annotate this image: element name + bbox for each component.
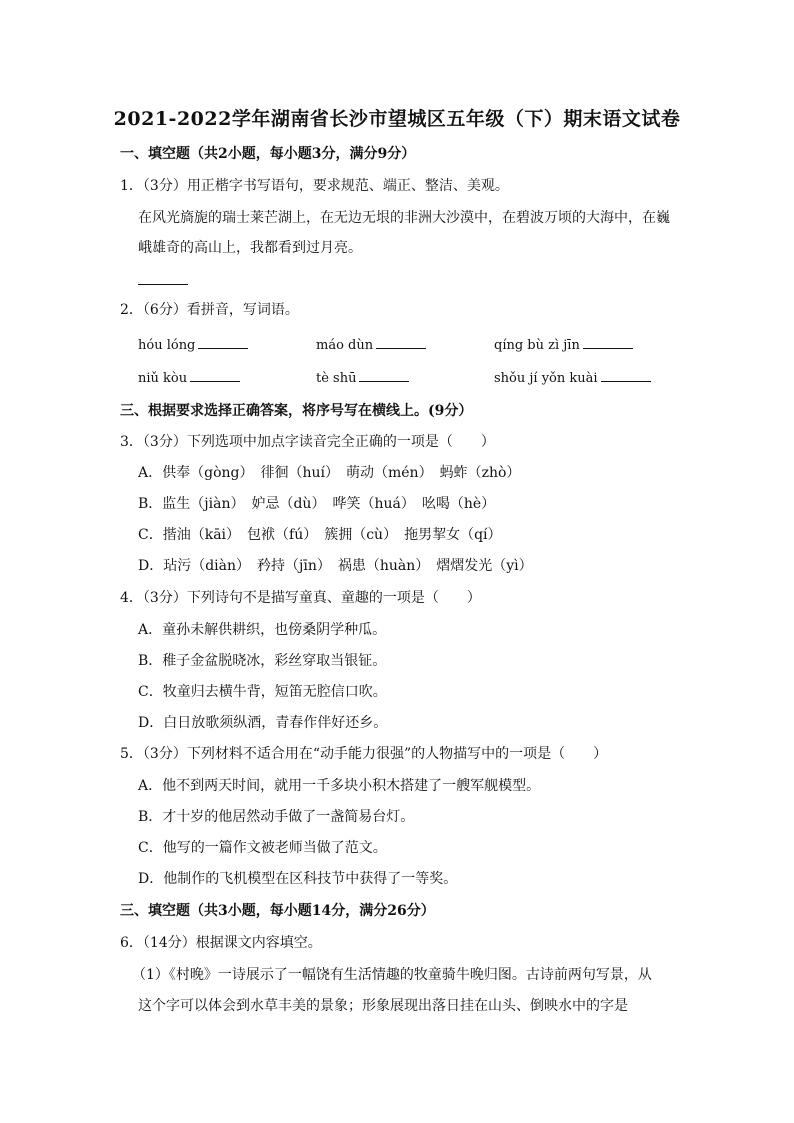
- question-5-option-b: B．才十岁的他居然动手做了一盏简易台灯。: [138, 809, 415, 825]
- question-5-option-c: C．他写的一篇作文被老师当做了范文。: [138, 840, 387, 856]
- question-6-stem: 6．（14分）根据课文内容填空。: [120, 935, 322, 951]
- answer-blank[interactable]: [359, 369, 409, 382]
- question-1-text-line-2: 峨雄奇的高山上，我都看到过月亮。: [138, 240, 362, 256]
- pinyin-item: [494, 369, 651, 388]
- pinyin-item: [138, 336, 248, 355]
- pinyin-text: niǔ kòu: [138, 371, 188, 386]
- answer-blank[interactable]: [198, 336, 248, 349]
- pinyin-text: qíng bù zì jīn: [494, 338, 580, 353]
- question-3-option-d: D．玷污（diàn） 矜持（jīn） 祸患（huàn） 熠熠发光（yì）: [138, 558, 533, 574]
- pinyin-text: hóu lóng: [138, 338, 196, 353]
- question-4-option-c: C．牧童归去横牛背，短笛无腔信口吹。: [138, 684, 387, 700]
- question-5-stem: 5．（3分）下列材料不适合用在“动手能力很强”的人物描写中的一项是（ ）: [120, 746, 608, 762]
- question-4-option-b: B．稚子金盆脱晓冰，彩丝穿取当银钲。: [138, 653, 387, 669]
- question-4-option-a: A．童孙未解供耕织，也傍桑阴学种瓜。: [138, 622, 387, 638]
- question-3-option-a: A．供奉（gòng） 徘徊（huí） 萌动（mén） 蚂蚱（zhò）: [138, 465, 521, 481]
- pinyin-item: [494, 336, 633, 355]
- answer-blank[interactable]: [601, 369, 651, 382]
- answer-blank[interactable]: [376, 336, 426, 349]
- question-3-option-b: B．监生（jiàn） 妒忌（dù） 哗笑（huá） 吆喝（hè）: [138, 496, 496, 512]
- question-1-text-line-1: 在风光旖旎的瑞士莱芒湖上，在无边无垠的非洲大沙漠中，在碧波万顷的大海中，在巍: [138, 210, 670, 226]
- question-3-option-c: C．揩油（kāi） 包袱（fú） 簇拥（cù） 拖男挈女（qí）: [138, 527, 502, 543]
- pinyin-text: máo dùn: [316, 338, 374, 353]
- pinyin-text: tè shū: [316, 371, 357, 386]
- question-6-line-2: 这个字可以体会到水草丰美的景象；形象展现出落日挂在山头、倒映水中的字是: [138, 998, 628, 1014]
- pinyin-item: [138, 369, 240, 388]
- question-1-stem: 1．（3分）用正楷字书写语句，要求规范、端正、整洁、美观。: [120, 178, 509, 194]
- section-heading-2: 三、根据要求选择正确答案，将序号写在横线上。(9分）: [120, 403, 473, 419]
- question-4-stem: 4．（3分）下列诗句不是描写童真、童趣的一项是（ ）: [120, 590, 481, 606]
- question-6-line-1: （1）《村晚》一诗展示了一幅饶有生活情趣的牧童骑牛晚归图。古诗前两句写景，从: [132, 967, 652, 983]
- question-2-stem: 2．（6分）看拼音，写词语。: [120, 302, 299, 318]
- pinyin-text: shǒu jí yǒn kuài: [494, 371, 598, 386]
- question-5-option-d: D．他制作的飞机模型在区科技节中获得了一等奖。: [138, 871, 458, 887]
- question-5-option-a: A．他不到两天时间，就用一千多块小积木搭建了一艘军舰模型。: [138, 778, 541, 794]
- section-heading-1: 一、填空题（共2小题，每小题3分，满分9分）: [120, 146, 416, 162]
- pinyin-item: [316, 369, 409, 388]
- question-4-option-d: D．白日放歌须纵酒，青春作伴好还乡。: [138, 715, 388, 731]
- section-heading-3: 三、填空题（共3小题，每小题14分，满分26分）: [120, 903, 435, 919]
- page-title: 2021-2022学年湖南省长沙市望城区五年级（下）期末语文试卷: [113, 108, 681, 130]
- pinyin-item: [316, 336, 426, 355]
- answer-blank[interactable]: [583, 336, 633, 349]
- question-3-stem: 3．（3分）下列选项中加点字读音完全正确的一项是（ ）: [120, 434, 495, 450]
- answer-blank[interactable]: [138, 284, 188, 285]
- answer-blank[interactable]: [190, 369, 240, 382]
